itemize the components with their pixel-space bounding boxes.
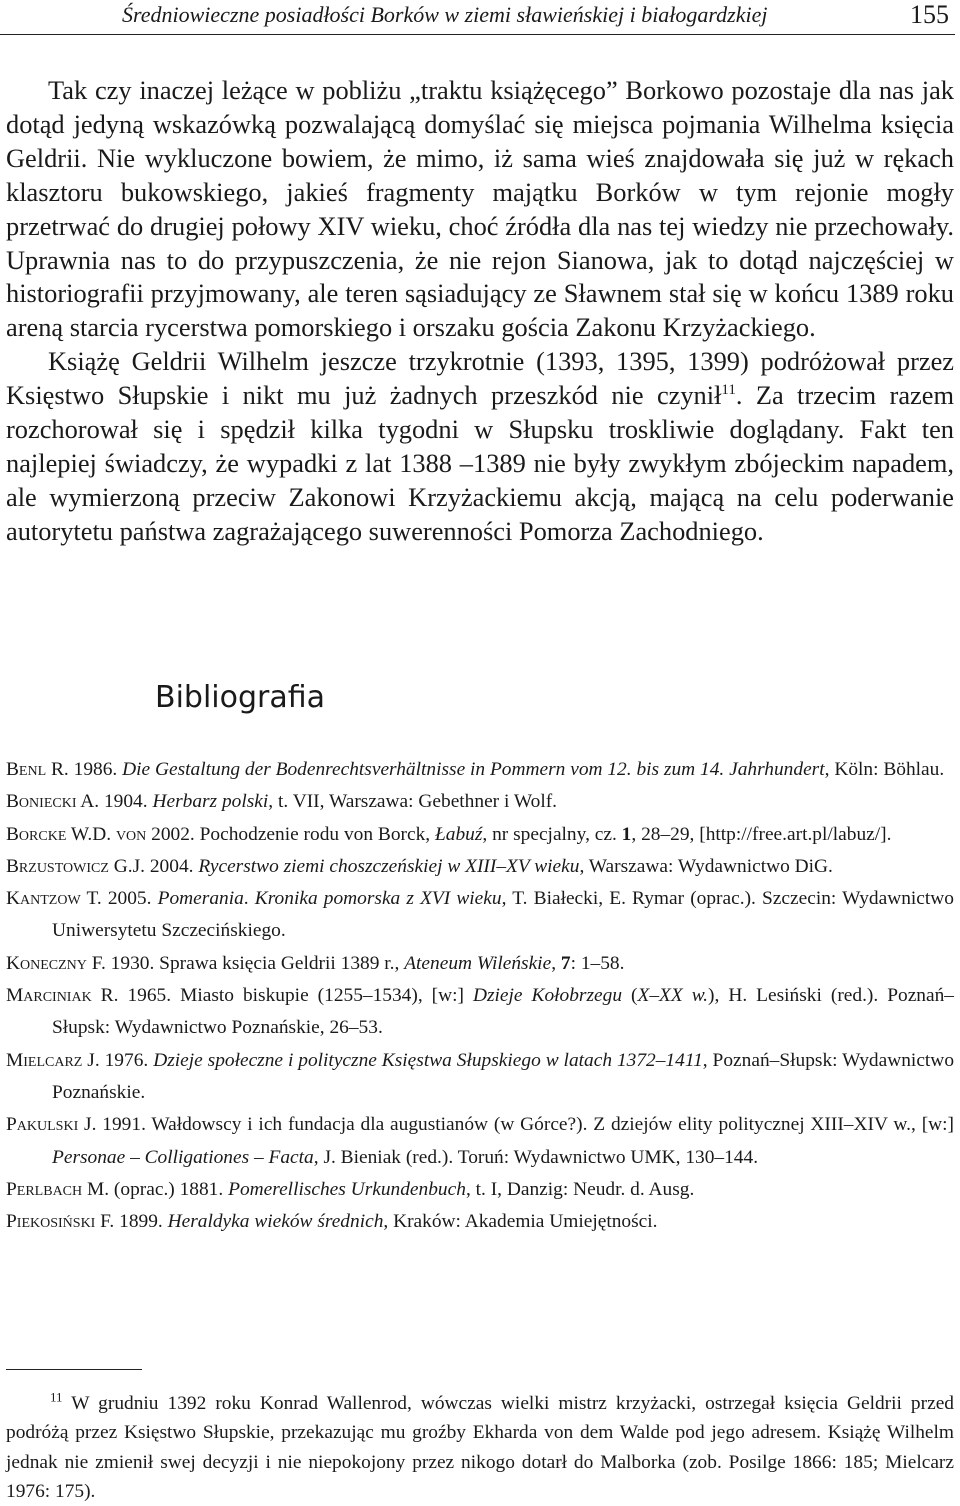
- bib-text: Wałdowscy i ich fundacja dla augustianów (w Górce?). Z dziejów elity politycznej XIII–XIV w., [w:]: [151, 1114, 954, 1136]
- paragraph: Tak czy inaczej leżące w pobliżu „traktu książęcego” Borkowo pozostaje dla nas jak dotąd jedyną wskazówką pozwalającą domyślać się miejsca pojmania Wilhelma księcia Geldrii. Nie wykluczone bowiem, że mimo, iż sama wieś znajdowała się już w rękach klasztoru bukowskiego, jakieś fragmenty majątku Borków w tym rejonie mogły przetrwać do drugiej połowy XIV wieku, choć źródła dla nas tej wiedzy nie przechowały. Uprawnia nas to do przypuszczenia, że nie rejon Sianowa, jak to dotąd najczęściej w historiografii przyjmowany, ale teren sąsiadujący ze Sławnem stał się w końcu 1389 roku areną starcia rycerstwa pomorskiego i orszaku gościa Zakonu Krzyżackiego.: [6, 75, 954, 343]
- bib-text: 7: [560, 952, 571, 974]
- bibliography-list: [6, 754, 954, 1238]
- paragraph-text: Książę Geldrii Wilhelm jeszcze trzykrotnie (1393, 1395, 1399) podróżował przez Księstwo Słupskie i nikt mu już żadnych przeszkód nie czynił: [6, 346, 954, 411]
- bib-title: Herbarz polski: [152, 791, 269, 813]
- bib-author: Benl R.: [6, 759, 69, 780]
- page-number: 155: [910, 0, 949, 29]
- bib-year: 1991.: [102, 1114, 146, 1136]
- bib-text: , Warszawa: Wydawnictwo DiG.: [579, 855, 833, 877]
- bib-title: Ateneum Wileńskie: [404, 952, 552, 974]
- bib-year: 1899.: [119, 1211, 163, 1233]
- bib-text: ,: [551, 952, 561, 974]
- bib-title: Łabuź: [434, 823, 483, 845]
- bib-author: Perlbach M.: [6, 1178, 110, 1200]
- bib-title: X–XX w.: [637, 985, 709, 1007]
- bib-title: Personae – Colligationes – Facta: [52, 1146, 314, 1168]
- bib-author: Koneczny F.: [6, 952, 106, 974]
- bib-text: , t. I, Danzig: Neudr. d. Ausg.: [465, 1178, 695, 1200]
- bib-text: ), H. Lesiński (red.). Poznań–Słupsk: Wydawnictwo Poznańskie, 26–53.: [52, 985, 955, 1039]
- bibliography-entry: [6, 883, 954, 948]
- footnote-reference[interactable]: 11: [721, 382, 736, 399]
- bib-text: (: [622, 985, 638, 1007]
- bib-year: (oprac.) 1881.: [113, 1178, 224, 1200]
- bibliography-entry: [6, 1045, 954, 1110]
- bib-year: 1976.: [104, 1049, 149, 1071]
- running-header: [0, 0, 955, 35]
- main-text: [6, 74, 954, 549]
- bibliography-entry: [6, 980, 954, 1045]
- footnote-separator: [6, 1369, 142, 1370]
- bib-title: Rycerstwo ziemi choszczeńskiej w XIII–XV wieku: [198, 855, 580, 877]
- bibliography-entry: [6, 1174, 954, 1206]
- bib-author: Marciniak R.: [6, 985, 119, 1007]
- paragraph-text: . Za trzecim razem rozchorował się i spędził kilka tygodni w Słupsku troskliwie doglądany. Fakt ten najlepiej świadczy, że wypadki z lat 1388 –1389 nie były zwykłym zbójeckim napadem, ale wymierzoną przeciw Zakonowi Krzyżackiemu akcją, mającą na celu poderwanie autorytetu państwa zagrażającego suwerenności Pomorza Zachodniego.: [6, 380, 954, 546]
- bibliography-entry: [6, 819, 954, 851]
- bib-year: 1930.: [110, 952, 155, 974]
- bib-year: 2005.: [107, 888, 152, 910]
- bib-text: Pochodzenie rodu von Borck,: [199, 823, 435, 845]
- bib-text: , T. Białecki, E. Rymar (oprac.). Szczecin: Wydawnictwo Uniwersytetu Szczecińskiego.: [52, 888, 954, 942]
- bib-text: , Köln: Böhlau.: [824, 759, 945, 780]
- bib-title: Pomerellisches Urkundenbuch: [228, 1178, 466, 1200]
- bib-text: , t. VII, Warszawa: Gebethner i Wolf.: [268, 791, 558, 813]
- bib-text: 1: [621, 823, 632, 845]
- bib-year: 2004.: [149, 855, 194, 877]
- bib-text: , Kraków: Akademia Umiejętności.: [383, 1211, 658, 1233]
- bib-title: Pomerania: [157, 888, 244, 910]
- bib-title: Kronika pomorska z XVI wieku: [254, 888, 502, 910]
- running-title: Średniowieczne posiadłości Borków w ziemi sławieńskiej i białogardzkiej: [122, 2, 768, 27]
- bib-text: , nr specjalny, cz.: [482, 823, 622, 845]
- bib-author: Borcke W.D. von: [6, 823, 147, 845]
- bibliography-entry: [6, 754, 954, 786]
- bib-text: , Poznań–Słupsk: Wydawnictwo Poznańskie.: [52, 1049, 955, 1103]
- bib-text: , 28–29, [http://free.art.pl/labuz/].: [631, 823, 892, 845]
- bib-author: Kantzow T.: [6, 888, 102, 910]
- bib-title: Dzieje społeczne i polityczne Księstwa Słupskiego w latach 1372–1411: [153, 1049, 703, 1071]
- bibliography-entry: [6, 786, 954, 818]
- bib-title: Heraldyka wieków średnich: [167, 1211, 384, 1233]
- paragraph: [6, 345, 954, 548]
- bibliography-entry: [6, 851, 954, 883]
- footnote: [6, 1389, 954, 1506]
- bibliography-entry: [6, 1206, 954, 1238]
- bibliography-entry: [6, 948, 954, 980]
- bib-year: 2002.: [151, 823, 195, 845]
- bib-year: 1965.: [127, 985, 172, 1007]
- footnote-paragraph: [6, 1389, 954, 1506]
- bib-title: Dzieje Kołobrzegu: [472, 985, 623, 1007]
- bib-author: Mielcarz J.: [6, 1049, 100, 1071]
- footnote-marker: 11: [50, 1389, 63, 1405]
- bib-year: 1986.: [73, 759, 118, 780]
- bib-text: Miasto biskupie (1255–1534), [w:]: [180, 985, 473, 1007]
- footnote-text: W grudniu 1392 roku Konrad Wallenrod, wówczas wielki mistrz krzyżacki, ostrzegał księcia Geldrii przed podróżą przez Księstwo Słupskie, przekazując mu groźby Ekharda von dem Walde pod jego adresem. Książę Wilhelm jednak nie zmienił swej decyzji i nie niepokojony przez nikogo dotarł do Malborka (zob. Posilge 1866: 185; Mielcarz 1976: 175).: [6, 1393, 954, 1502]
- bib-author: Pakulski J.: [6, 1114, 97, 1136]
- bib-author: Brzustowicz G.J.: [6, 855, 145, 877]
- bib-text: : 1–58.: [570, 952, 625, 974]
- bib-text: Sprawa księcia Geldrii 1389 r.,: [159, 952, 405, 974]
- bib-author: Piekosiński F.: [6, 1211, 115, 1233]
- bib-title: Die Gestaltung der Bodenrechtsverhältnisse in Pommern vom 12. bis zum 14. Jahrhundert: [122, 759, 825, 780]
- bib-text: , J. Bieniak (red.). Toruń: Wydawnictwo UMK, 130–144.: [313, 1146, 759, 1168]
- bib-year: 1904.: [103, 791, 148, 813]
- section-heading: Bibliografia: [155, 680, 326, 715]
- bib-author: Boniecki A.: [6, 791, 100, 813]
- bibliography-entry: [6, 1109, 954, 1174]
- bib-text: .: [243, 888, 255, 910]
